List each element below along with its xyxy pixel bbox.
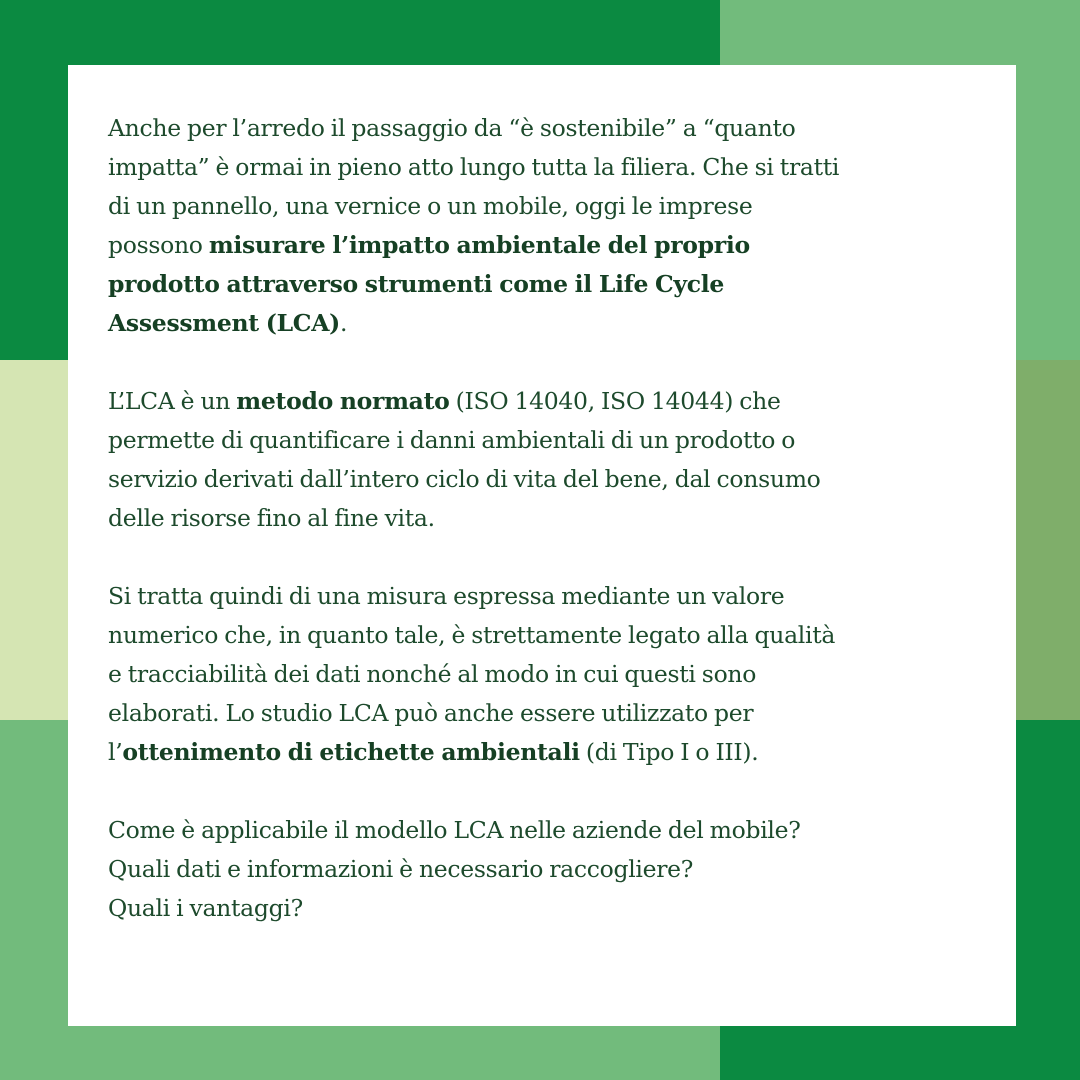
bold-text: Assessment (LCA) [108, 309, 340, 337]
text-line: e tracciabilità dei dati nonché al modo in cui questi sono [108, 660, 757, 688]
text-line [108, 304, 976, 343]
text-segment: l’ [108, 738, 123, 766]
paragraph-questions [108, 811, 976, 928]
text-line: Si tratta quindi di una misura espressa mediante un valore [108, 582, 785, 610]
bold-text: ottenimento di etichette ambientali [122, 738, 580, 766]
bold-text: misurare l’impatto ambientale del proprio [208, 231, 750, 259]
text-line: servizio derivati dall’intero ciclo di vita del bene, dal consumo [108, 465, 821, 493]
text-line [108, 733, 976, 772]
paragraph-lca-definition [108, 382, 976, 538]
text-line [108, 226, 976, 265]
text-line: di un pannello, una vernice o un mobile, oggi le imprese [108, 192, 753, 220]
text-line: Quali i vantaggi? [108, 894, 303, 922]
text-line: Quali dati e informazioni è necessario raccogliere? [108, 855, 694, 883]
text-line: elaborati. Lo studio LCA può anche essere utilizzato per [108, 699, 754, 727]
text-line [108, 382, 976, 421]
text-segment: (ISO 14040, ISO 14044) che [449, 387, 781, 415]
text-segment: (di Tipo I o III). [579, 738, 759, 766]
text-line: permette di quantificare i danni ambientali di un prodotto o [108, 426, 796, 454]
text-line: Come è applicabile il modello LCA nelle aziende del mobile? [108, 816, 801, 844]
bold-text: prodotto attraverso strumenti come il Life Cycle [108, 270, 725, 298]
bold-text: metodo normato [236, 387, 450, 415]
text-segment: . [339, 309, 348, 337]
text-line: Anche per l’arredo il passaggio da “è sostenibile” a “quanto [108, 114, 796, 142]
paragraph-intro [108, 109, 976, 343]
text-line [108, 265, 976, 304]
text-card [68, 65, 1016, 1026]
text-segment: L’LCA è un [108, 387, 237, 415]
paragraph-measure [108, 577, 976, 772]
text-line: impatta” è ormai in pieno atto lungo tutta la filiera. Che si tratti [108, 153, 840, 181]
text-line: delle risorse fino al fine vita. [108, 504, 435, 532]
text-segment: possono [108, 231, 209, 259]
text-line: numerico che, in quanto tale, è strettamente legato alla qualità [108, 621, 836, 649]
